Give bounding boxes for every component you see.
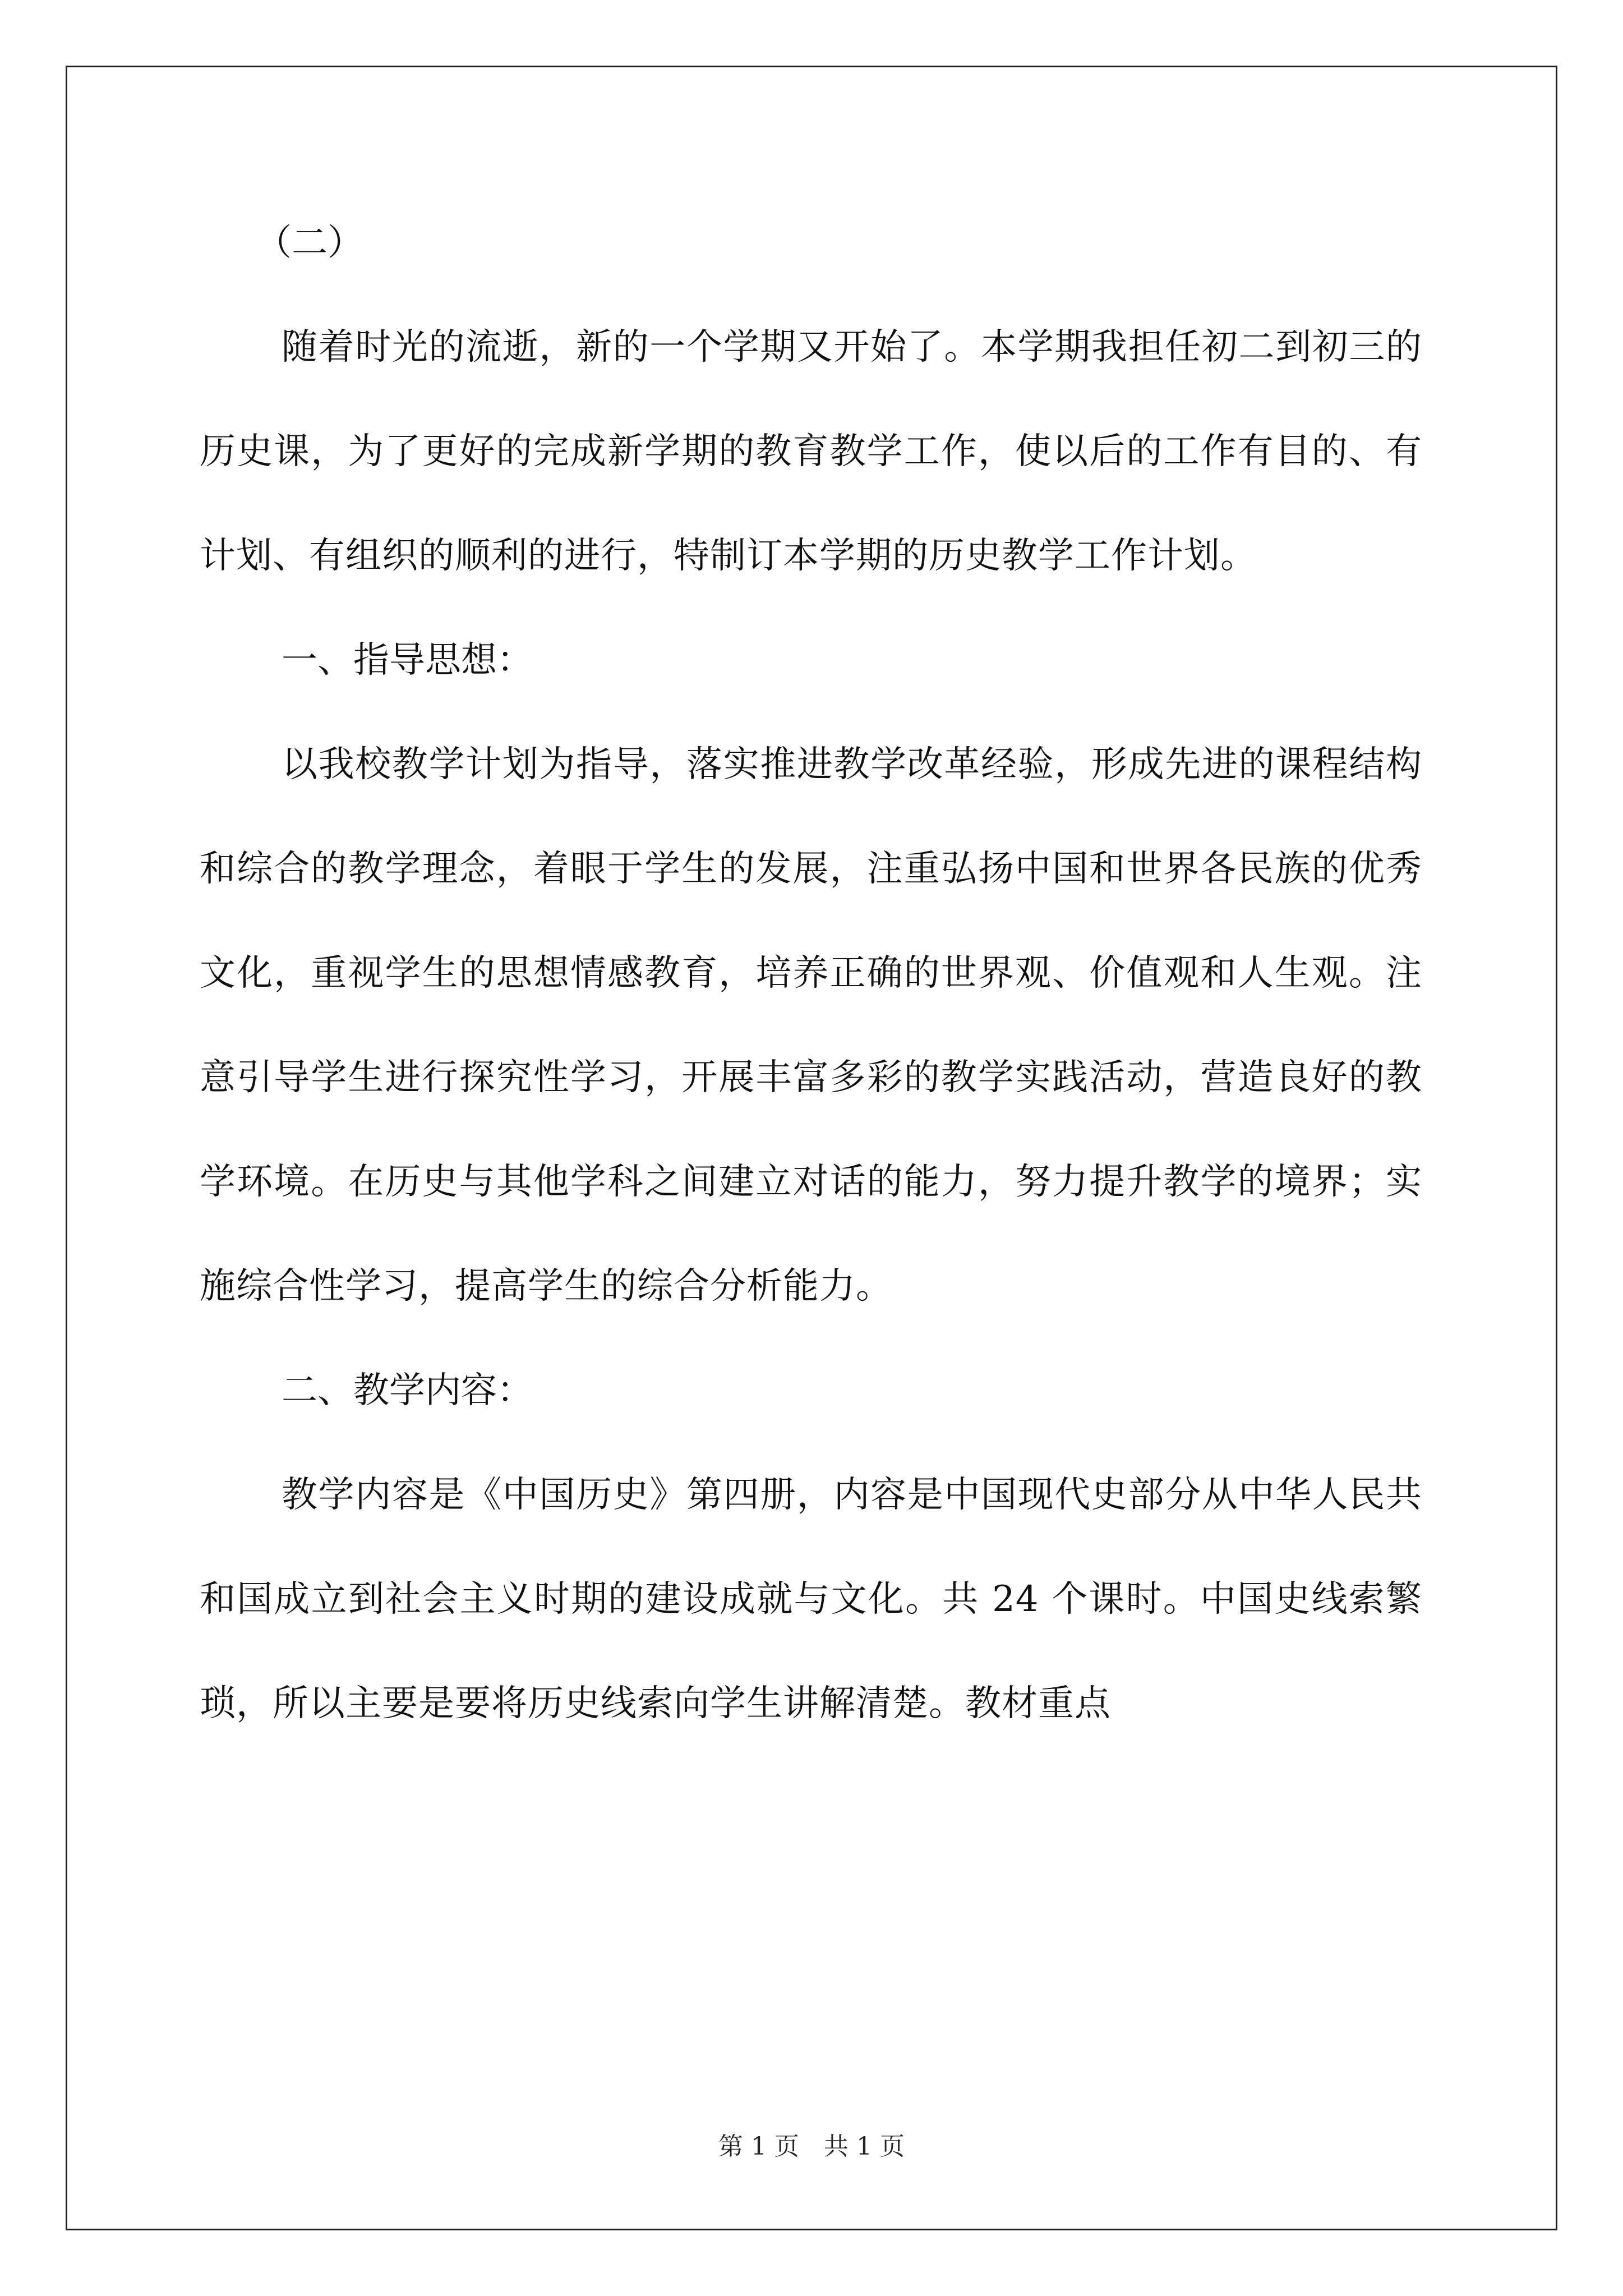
section-body-teaching-content: 教学内容是《中国历史》第四册，内容是中国现代史部分从中华人民共和国成立到社会主义时期的建设成就与文化。共 24 个课时。中国史线索繁琐，所以主要是要将历史线索向学生讲解清楚。教材重点 bbox=[200, 1474, 1422, 1724]
document-body bbox=[200, 191, 1422, 1756]
document-subtitle: （二） bbox=[256, 222, 363, 264]
section-body-guiding-ideology: 以我校教学计划为指导，落实推进教学改革经验，形成先进的课程结构和综合的教学理念，着眼于学生的发展，注重弘扬中国和世界各民族的优秀文化，重视学生的思想情感教育，培养正确的世界观、价值观和人生观。注意引导学生进行探究性学习，开展丰富多彩的教学实践活动，营造良好的教学环境。在历史与其他学科之间建立对话的能力，努力提升教学的境界；实施综合性学习，提高学生的综合分析能力。 bbox=[200, 744, 1422, 1307]
intro-paragraph: 随着时光的流逝，新的一个学期又开始了。本学期我担任初二到初三的历史课，为了更好的完成新学期的教育教学工作，使以后的工作有目的、有计划、有组织的顺利的进行，特制订本学期的历史教学工作计划。 bbox=[200, 326, 1422, 577]
section-title-teaching-content: 二、教学内容： bbox=[282, 1370, 533, 1411]
page-footer: 第 1 页 共 1 页 bbox=[718, 2132, 905, 2161]
section-title-guiding-ideology: 一、指导思想： bbox=[282, 639, 533, 681]
